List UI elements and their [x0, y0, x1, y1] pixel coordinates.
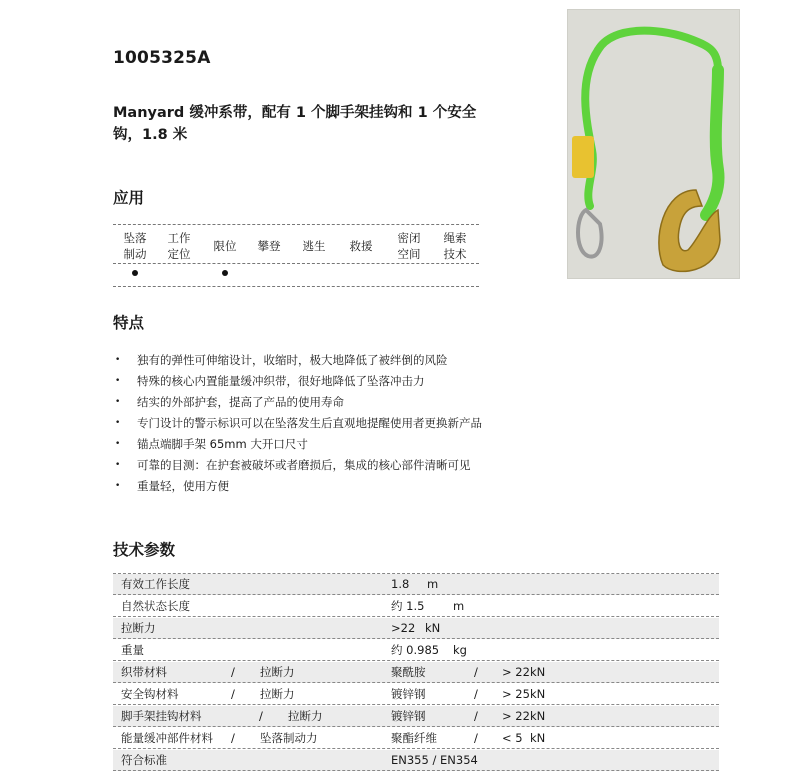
spec-row — [113, 596, 719, 617]
spec-limit: < 5 — [502, 731, 523, 745]
section-application-heading: 应用 — [113, 189, 145, 207]
spec-value: 镀锌钢 — [391, 687, 426, 701]
application-check-dot — [132, 270, 138, 276]
spec-unit: kN — [530, 665, 546, 679]
spec-unit: kg — [453, 643, 467, 657]
spec-prop: 拉断力 — [288, 709, 323, 723]
spec-value: 镀锌钢 — [391, 709, 426, 723]
table-rule — [113, 286, 479, 287]
application-label: 限位 — [213, 239, 237, 253]
spec-slash: / — [231, 665, 235, 679]
feature-text: 结实的外部护套，提高了产品的使用寿命 — [137, 395, 344, 409]
spec-limit: > 25 — [502, 687, 530, 701]
application-table — [113, 224, 479, 290]
application-label: 攀登 — [257, 239, 281, 253]
bullet-icon: • — [115, 376, 121, 386]
table-rule — [113, 660, 719, 661]
feature-item — [113, 455, 493, 476]
spec-value: 聚酰胺 — [391, 665, 426, 679]
spec-slash2: / — [474, 731, 478, 745]
spec-limit: > 22 — [502, 709, 530, 723]
feature-list — [113, 350, 493, 497]
spec-slash: / — [259, 709, 263, 723]
application-label: 密闭 空间 — [397, 231, 421, 261]
table-rule — [113, 638, 719, 639]
table-rule — [113, 682, 719, 683]
table-rule — [113, 616, 719, 617]
spec-name: 符合标准 — [121, 753, 167, 767]
spec-name: 能量缓冲部件材料 — [121, 731, 213, 745]
feature-item — [113, 476, 493, 497]
table-rule — [113, 263, 479, 264]
spec-row — [113, 640, 719, 661]
table-rule — [113, 726, 719, 727]
lanyard-top-strand — [598, 31, 718, 70]
spec-unit: kN — [530, 731, 546, 745]
spec-row — [113, 706, 719, 727]
feature-text: 专门设计的警示标识可以在坠落发生后直观地提醒使用者更换新产品 — [137, 416, 482, 430]
spec-unit: kN — [530, 687, 546, 701]
application-check-dot — [222, 270, 228, 276]
application-label: 逃生 — [302, 239, 326, 253]
section-specs-heading: 技术参数 — [113, 541, 176, 559]
spec-slash2: / — [474, 665, 478, 679]
lanyard-illustration — [568, 10, 739, 278]
spec-name: 重量 — [121, 643, 144, 657]
feature-item — [113, 392, 493, 413]
spec-value: 1.8 — [391, 577, 410, 591]
feature-text: 重量轻，使用方便 — [137, 479, 229, 493]
bullet-icon: • — [115, 439, 121, 449]
feature-text: 可靠的目测：在护套被破坏或者磨损后，集成的核心部件清晰可见 — [137, 458, 471, 472]
spec-prop: 拉断力 — [260, 665, 295, 679]
spec-name: 有效工作长度 — [121, 577, 190, 591]
bullet-icon: • — [115, 460, 121, 470]
spec-row — [113, 684, 719, 705]
spec-value: 约 0.985 — [391, 643, 440, 657]
spec-row — [113, 662, 719, 683]
spec-slash2: / — [474, 687, 478, 701]
spec-slash: / — [231, 687, 235, 701]
product-description: Manyard 缓冲系带，配有 1 个脚手架挂钩和 1 个安全钩，1.8 米 — [113, 105, 477, 143]
product-model: 1005325A — [113, 48, 211, 68]
section-features-heading: 特点 — [113, 314, 145, 332]
spec-name: 安全钩材料 — [121, 687, 179, 701]
feature-item — [113, 434, 493, 455]
feature-text: 特殊的核心内置能量缓冲织带，很好地降低了坠落冲击力 — [137, 374, 425, 388]
spec-prop: 坠落制动力 — [260, 731, 318, 745]
table-rule — [113, 594, 719, 595]
spec-name: 织带材料 — [121, 665, 167, 679]
lanyard-right-strand — [706, 70, 719, 215]
application-label: 救援 — [349, 239, 373, 253]
feature-item — [113, 350, 493, 371]
spec-row — [113, 618, 719, 639]
spec-unit: kN — [425, 621, 441, 635]
lanyard-product-image — [567, 9, 740, 279]
feature-item — [113, 371, 493, 392]
spec-row — [113, 750, 719, 771]
application-label: 坠落 制动 — [123, 231, 147, 261]
table-rule — [113, 770, 719, 771]
spec-name: 拉断力 — [121, 621, 156, 635]
snap-hook-icon — [578, 210, 602, 257]
feature-text: 独有的弹性可伸缩设计，收缩时，极大地降低了被绊倒的风险 — [137, 353, 448, 367]
spec-limit: > 22 — [502, 665, 530, 679]
table-rule — [113, 224, 479, 225]
spec-row — [113, 728, 719, 749]
spec-table — [113, 573, 719, 771]
spec-name: 自然状态长度 — [121, 599, 190, 613]
lanyard-left-strand — [585, 50, 598, 206]
spec-unit: kN — [530, 709, 546, 723]
bullet-icon: • — [115, 418, 121, 428]
spec-value: EN355 / EN354 — [391, 753, 478, 767]
spec-unit: m — [453, 599, 465, 613]
spec-slash: / — [231, 731, 235, 745]
bullet-icon: • — [115, 355, 121, 365]
spec-value: >22 — [391, 621, 416, 635]
table-rule — [113, 748, 719, 749]
bullet-icon: • — [115, 397, 121, 407]
spec-slash2: / — [474, 709, 478, 723]
spec-prop: 拉断力 — [260, 687, 295, 701]
feature-item — [113, 413, 493, 434]
spec-unit: m — [427, 577, 439, 591]
application-label: 工作 定位 — [167, 231, 191, 261]
bullet-icon: • — [115, 481, 121, 491]
spec-name: 脚手架挂钩材料 — [121, 709, 202, 723]
application-label: 绳索 技术 — [443, 231, 467, 261]
warning-tag — [572, 136, 594, 178]
spec-row — [113, 574, 719, 595]
table-rule — [113, 704, 719, 705]
spec-value: 聚酯纤维 — [391, 731, 437, 745]
spec-value: 约 1.5 — [391, 599, 425, 613]
feature-text: 锚点端脚手架 65mm 大开口尺寸 — [137, 437, 308, 451]
